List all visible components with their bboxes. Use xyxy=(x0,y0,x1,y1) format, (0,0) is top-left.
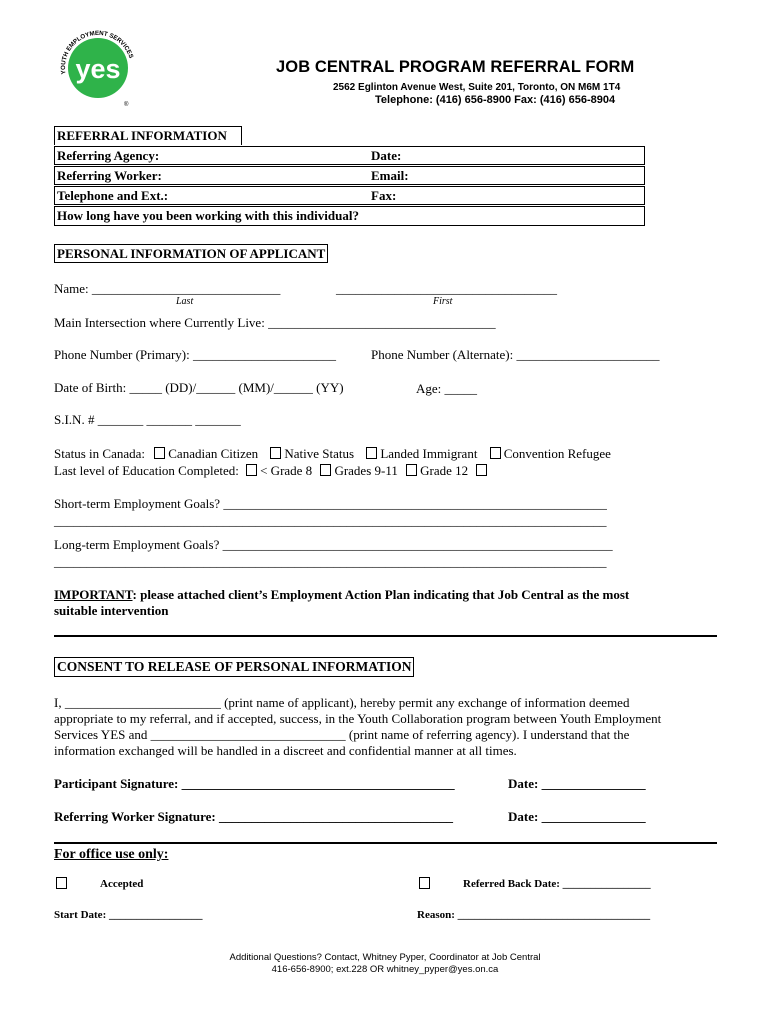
status-label: Status in Canada: xyxy=(54,446,145,461)
consent-line1[interactable]: I, ________________________ (print name of applicant), hereby permit any exchange of information deemed xyxy=(54,695,630,710)
accepted-label: Accepted xyxy=(100,878,144,890)
referring-agency-label: Referring Agency: xyxy=(57,148,160,163)
checkbox-icon[interactable] xyxy=(246,464,257,476)
short-term-goals-line2[interactable]: _____________________________________________________________________________________ xyxy=(54,513,607,528)
education-option-grade8[interactable]: < Grade 8 xyxy=(246,463,312,478)
referral-row-telephone[interactable] xyxy=(54,186,645,205)
accepted-checkbox[interactable] xyxy=(56,876,70,892)
referral-row-how-long[interactable] xyxy=(54,206,645,226)
checkbox-icon[interactable] xyxy=(320,464,331,476)
checkbox-icon[interactable] xyxy=(366,447,377,459)
header-telephone: Telephone: (416) 656-8900 Fax: (416) 656-8904 xyxy=(375,94,616,106)
important-note-line2: suitable intervention xyxy=(54,603,169,618)
form-title: JOB CENTRAL PROGRAM REFERRAL FORM xyxy=(276,58,635,76)
reason-field[interactable]: Reason: ___________________________________ xyxy=(417,909,651,921)
referral-heading: REFERRAL INFORMATION xyxy=(54,126,242,145)
checkbox-icon[interactable] xyxy=(270,447,281,459)
office-use-heading: For office use only: xyxy=(54,847,169,862)
consent-line3[interactable]: Services YES and ______________________________ (print name of referring agency). I understand that the xyxy=(54,727,630,742)
status-in-canada-row xyxy=(54,446,611,462)
status-option-native[interactable]: Native Status xyxy=(270,446,354,461)
short-term-goals-field[interactable]: Short-term Employment Goals? ___________________________________________________________ xyxy=(54,496,607,511)
important-text: : please attached client’s Employment Action Plan indicating that Job Central as the most xyxy=(132,587,630,602)
checkbox-icon[interactable] xyxy=(419,877,430,889)
phone-alternate-field[interactable]: Phone Number (Alternate): ______________________ xyxy=(371,347,660,362)
education-option-other[interactable] xyxy=(476,463,490,478)
yes-logo xyxy=(52,18,142,110)
consent-line2: appropriate to my referral, and if accepted, success, in the Youth Collaboration program between Youth Employment xyxy=(54,711,662,726)
checkbox-icon[interactable] xyxy=(490,447,501,459)
phone-primary-field[interactable]: Phone Number (Primary): ______________________ xyxy=(54,347,337,362)
name-field[interactable]: Name: _____________________________ xyxy=(54,281,281,296)
participant-signature-field[interactable]: Participant Signature: __________________________________________ xyxy=(54,776,455,791)
checkbox-icon[interactable] xyxy=(406,464,417,476)
status-option-citizen[interactable]: Canadian Citizen xyxy=(154,446,258,461)
consent-line4: information exchanged will be handled in a discreet and confidential manner at all times. xyxy=(54,743,517,758)
education-row xyxy=(54,463,490,479)
date-of-birth-field[interactable]: Date of Birth: _____ (DD)/______ (MM)/______ (YY) xyxy=(54,380,344,395)
fax-label: Fax: xyxy=(371,188,397,203)
education-label: Last level of Education Completed: xyxy=(54,463,239,478)
telephone-ext-label: Telephone and Ext.: xyxy=(57,188,169,203)
last-name-caption: Last xyxy=(176,296,194,307)
footer-contact-details: 416-656-8900; ext.228 OR whitney_pyper@yes.on.ca xyxy=(271,964,499,975)
participant-date-field[interactable]: Date: ________________ xyxy=(508,776,646,791)
referred-back-date-field[interactable]: Referred Back Date: ________________ xyxy=(463,878,651,890)
important-label: IMPORTANT xyxy=(54,587,133,602)
first-name-field[interactable]: __________________________________ xyxy=(336,281,557,296)
email-label: Email: xyxy=(371,168,409,183)
age-field[interactable]: Age: _____ xyxy=(416,381,478,396)
important-note xyxy=(54,587,629,603)
footer-contact: Additional Questions? Contact, Whitney Pyper, Coordinator at Job Central xyxy=(229,952,541,963)
worker-signature-field[interactable]: Referring Worker Signature: ____________________________________ xyxy=(54,809,454,824)
status-option-refugee[interactable]: Convention Refugee xyxy=(490,446,611,461)
referred-back-checkbox[interactable] xyxy=(419,876,433,892)
header-address: 2562 Eglinton Avenue West, Suite 201, Toronto, ON M6M 1T4 xyxy=(333,82,621,93)
logo-registered-mark: ® xyxy=(124,102,129,108)
checkbox-icon[interactable] xyxy=(476,464,487,476)
sin-field[interactable]: S.I.N. # _______ _______ _______ xyxy=(54,412,241,427)
date-label: Date: xyxy=(371,148,402,163)
yes-logo-graphic xyxy=(52,18,142,110)
start-date-field[interactable]: Start Date: _________________ xyxy=(54,909,203,921)
checkbox-icon[interactable] xyxy=(56,877,67,889)
referral-row-agency[interactable] xyxy=(54,146,645,165)
consent-heading: CONSENT TO RELEASE OF PERSONAL INFORMATION xyxy=(54,657,414,677)
education-option-grade12[interactable]: Grade 12 xyxy=(406,463,468,478)
referral-row-worker[interactable] xyxy=(54,166,645,185)
referring-worker-label: Referring Worker: xyxy=(57,168,162,183)
checkbox-icon[interactable] xyxy=(154,447,165,459)
logo-yes-text: yes xyxy=(75,54,121,84)
main-intersection-field[interactable]: Main Intersection where Currently Live: ___________________________________ xyxy=(54,315,496,330)
long-term-goals-line2[interactable]: _____________________________________________________________________________________ xyxy=(54,554,607,569)
office-divider xyxy=(54,842,717,844)
education-option-grades9-11[interactable]: Grades 9-11 xyxy=(320,463,397,478)
first-name-caption: First xyxy=(433,296,453,307)
long-term-goals-field[interactable]: Long-term Employment Goals? ____________________________________________________________ xyxy=(54,537,613,552)
personal-info-heading: PERSONAL INFORMATION OF APPLICANT xyxy=(54,244,328,263)
worker-date-field[interactable]: Date: ________________ xyxy=(508,809,646,824)
section-divider xyxy=(54,635,717,637)
how-long-label: How long have you been working with this individual? xyxy=(57,208,359,223)
logo-ring-text: YOUTH EMPLOYMENT SERVICES xyxy=(59,29,135,75)
status-option-landed[interactable]: Landed Immigrant xyxy=(366,446,477,461)
